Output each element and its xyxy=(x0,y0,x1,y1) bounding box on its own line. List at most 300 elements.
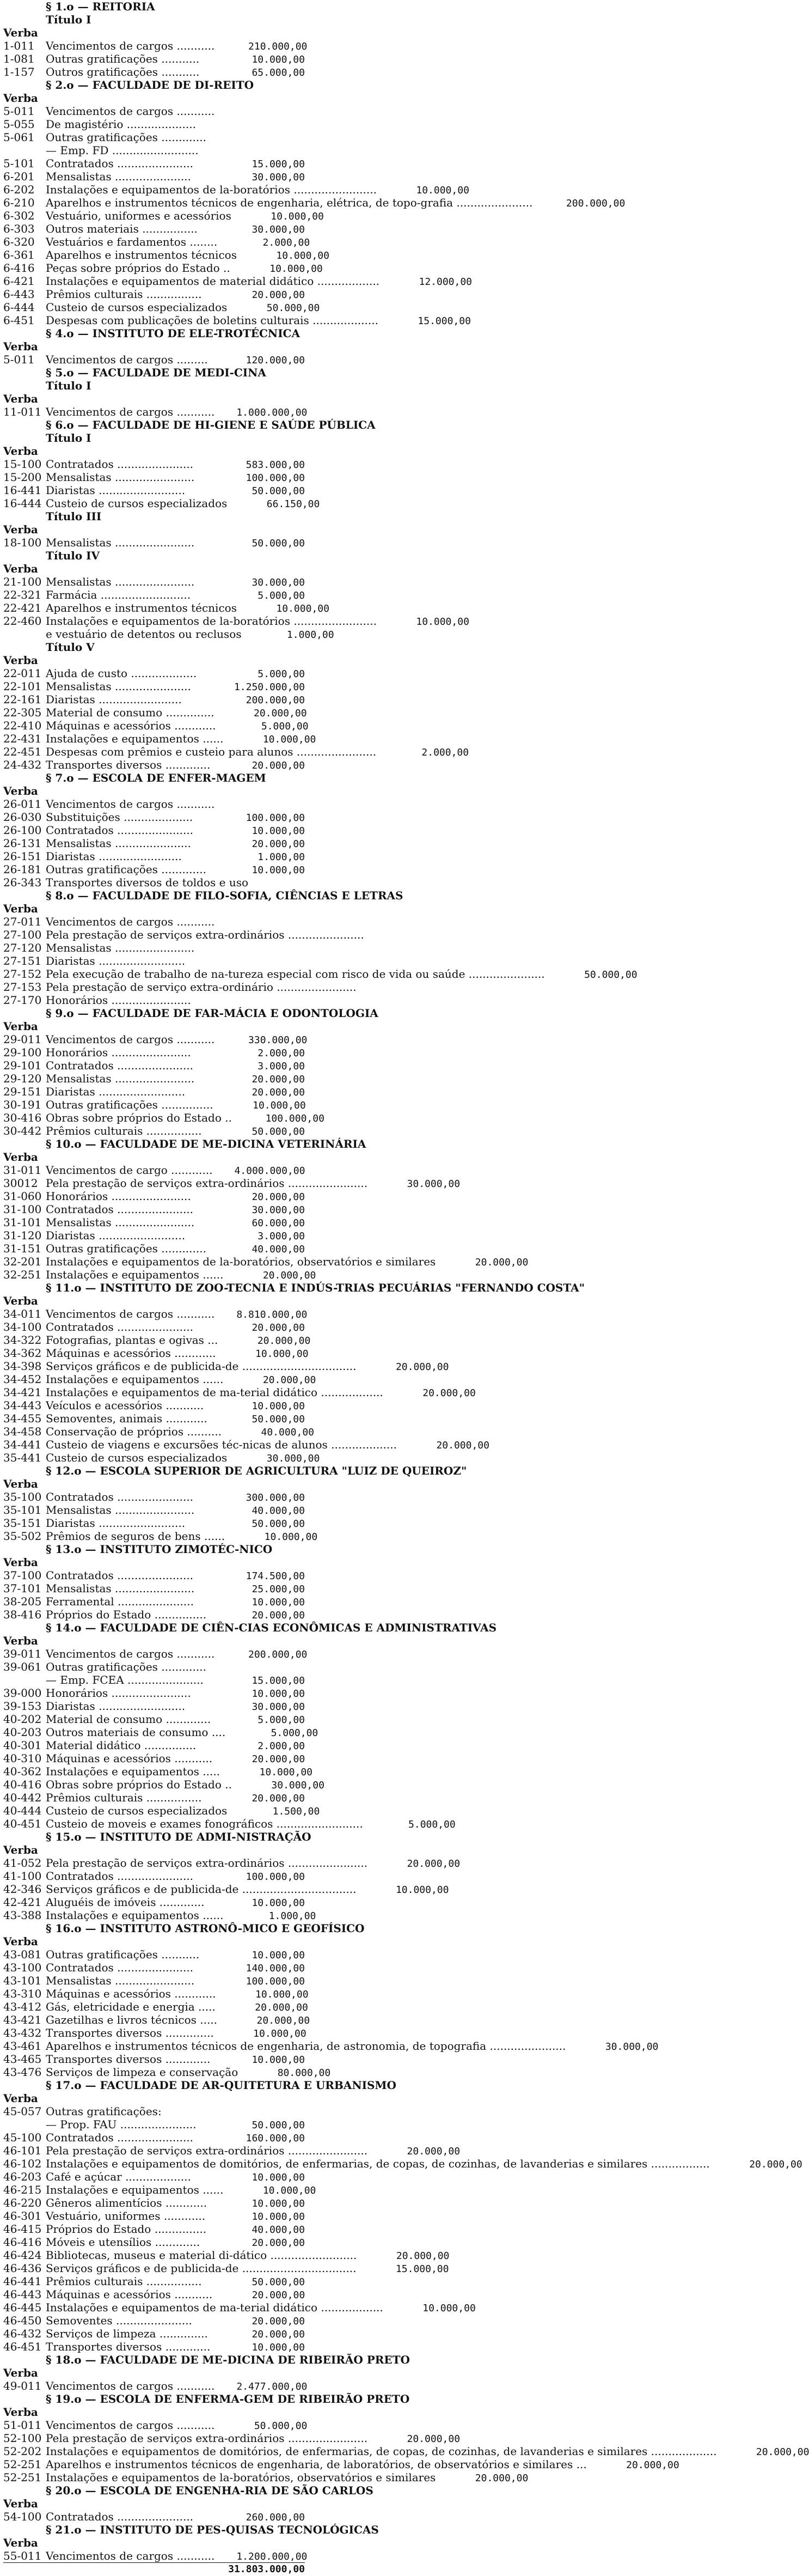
line-code: 22-451 xyxy=(3,745,42,758)
line-description: § 6.o — FACULDADE DE HI-GIENE E SAÚDE PÚBLICA xyxy=(46,418,376,431)
line-description: Máquinas e acessórios ............ xyxy=(46,1347,216,1360)
line-description: Contratados ...................... xyxy=(46,458,194,471)
line-code: 45-100 xyxy=(3,2131,42,2144)
budget-line xyxy=(3,1098,305,1111)
line-description: Semoventes, animais ............ xyxy=(46,1412,207,1425)
budget-line xyxy=(3,353,305,366)
budget-line xyxy=(3,1177,461,1190)
line-amount: 2.000,00 xyxy=(262,237,310,248)
line-amount: 100.000,00 xyxy=(246,472,305,484)
line-code: 46-424 xyxy=(3,2249,42,2262)
line-code: Verba xyxy=(3,340,38,353)
line-description: § 7.o — ESCOLA DE ENFER-MAGEM xyxy=(46,771,266,784)
line-amount: 20.000,00 xyxy=(626,2459,679,2471)
line-code: 42-421 xyxy=(3,1896,42,1909)
line-description: Aparelhos e instrumentos técnicos de engenharia, elétrica, de topo-grafia ...................... xyxy=(46,196,533,209)
line-description: Gazetilhas e livros técnicos ..... xyxy=(46,2013,218,2026)
line-amount: 20.000,00 xyxy=(436,1440,489,1451)
line-description: Obras sobre próprios do Estado .. xyxy=(46,1111,232,1124)
line-code: 15-100 xyxy=(3,458,42,471)
line-amount: 1.000,00 xyxy=(286,629,334,641)
line-amount: 15.000,00 xyxy=(418,315,471,327)
budget-line xyxy=(3,2000,308,2013)
line-description: § 8.o — FACULDADE DE FILO-SOFIA, CIÊNCIAS E LETRAS xyxy=(46,889,403,902)
line-amount: 10.000,00 xyxy=(252,1597,305,1608)
line-description: Máquinas e acessórios ............ xyxy=(46,1987,216,2000)
line-description: § 16.o — INSTITUTO ASTRONÔ-MICO E GEOFÍSICO xyxy=(46,1922,365,1935)
budget-line xyxy=(3,876,305,889)
line-code: 16-441 xyxy=(3,484,42,497)
line-code: 26-011 xyxy=(3,797,42,811)
line-description: Diaristas ......................... xyxy=(46,1229,186,1242)
line-code: 34-011 xyxy=(3,1307,42,1320)
line-description: Vencimentos de cargo ............ xyxy=(46,1164,213,1177)
budget-line xyxy=(3,2105,305,2118)
line-description: Aparelhos e instrumentos técnicos de engenharia, de astronomia, de topografia ...................... xyxy=(46,2039,566,2053)
line-description: Diaristas ......................... xyxy=(46,1085,186,1098)
line-amount: 200.000,00 xyxy=(246,695,305,706)
line-code: 5-101 xyxy=(3,157,35,170)
line-amount: 20.000,00 xyxy=(252,2316,305,2327)
line-amount: 20.000,00 xyxy=(475,1257,529,1268)
budget-line xyxy=(3,628,334,641)
line-amount: 10.000,00 xyxy=(252,1400,305,1412)
budget-line xyxy=(3,2432,461,2445)
line-code: 39-153 xyxy=(3,1700,42,1713)
budget-line xyxy=(3,2144,461,2157)
line-description: Custeio de cursos especializados xyxy=(46,301,228,314)
line-description: Diaristas ........................ xyxy=(46,693,182,706)
line-amount: 10.000,00 xyxy=(255,1348,309,1360)
line-code: Verba xyxy=(3,444,38,458)
budget-line xyxy=(3,1974,305,1987)
line-description: Vencimentos de cargos ........... xyxy=(46,39,215,52)
line-amount: 2.000,00 xyxy=(258,1048,305,1059)
line-amount: 10.000,00 xyxy=(262,734,316,745)
budget-line xyxy=(3,1961,305,1974)
budget-line xyxy=(3,1059,305,1072)
line-code: 6-201 xyxy=(3,170,35,183)
budget-line xyxy=(3,2131,305,2144)
line-code: Verba xyxy=(3,562,38,575)
line-code: 43-432 xyxy=(3,2026,42,2039)
budget-line xyxy=(3,1360,449,1373)
budget-line xyxy=(3,1190,305,1203)
line-description: Serviços de limpeza .............. xyxy=(46,2327,208,2340)
budget-line xyxy=(3,1817,456,1830)
line-code: 6-320 xyxy=(3,235,35,248)
line-description: Mensalistas ....................... xyxy=(46,941,195,954)
budget-line xyxy=(3,1765,313,1778)
line-description: Aparelhos e instrumentos técnicos de engenharia, de laboratórios, de observatórios e similares ... xyxy=(46,2458,587,2471)
line-amount: 30.000,00 xyxy=(605,2041,659,2053)
line-description: Pela prestação de serviço extra-ordinário ....................... xyxy=(46,981,357,994)
line-code: 46-451 xyxy=(3,2340,42,2353)
line-amount: 1.250.000,00 xyxy=(234,681,305,693)
budget-line xyxy=(3,2183,316,2196)
budget-line xyxy=(3,2209,305,2222)
section-heading xyxy=(3,549,305,562)
line-amount: 2.000,00 xyxy=(421,747,469,758)
line-code: Verba xyxy=(3,2406,38,2419)
line-description: Pela prestação de serviços extra-ordinários ....................... xyxy=(46,1177,368,1190)
verba-label xyxy=(3,2497,305,2510)
line-code: 26-151 xyxy=(3,850,42,863)
line-description: § 13.o — INSTITUTO ZIMOTÉC-NICO xyxy=(46,1543,273,1556)
line-code: 43-421 xyxy=(3,2013,42,2026)
verba-label xyxy=(3,1150,305,1164)
budget-line xyxy=(3,745,469,758)
line-code: Verba xyxy=(3,1634,38,1647)
line-amount: 1.200.000,00 xyxy=(236,2551,308,2562)
line-description: § 18.o — FACULDADE DE ME-DICINA DE RIBEIRÃO PRETO xyxy=(46,2353,410,2366)
line-description: Contratados ...................... xyxy=(46,157,194,170)
line-amount: 1.000.000,00 xyxy=(236,407,308,418)
line-amount: 20.000,00 xyxy=(252,1793,305,1804)
line-amount: 10.000,00 xyxy=(252,54,305,65)
line-description: Contratados ...................... xyxy=(46,1569,194,1582)
line-amount: 40.000,00 xyxy=(252,1244,305,1255)
line-description: § 17.o — FACULDADE DE AR-QUITETURA E URBANISMO xyxy=(46,2079,396,2092)
line-amount: 20.000,00 xyxy=(395,1361,449,1373)
line-description: § 19.o — ESCOLA DE ENFERMA-GEM DE RIBEIRÃO PRETO xyxy=(46,2392,410,2406)
line-description: Próprios do Estado ............... xyxy=(46,2222,207,2236)
line-description: Honorários ....................... xyxy=(46,1046,191,1059)
line-code: Verba xyxy=(3,1843,38,1856)
line-description: § 15.o — INSTITUTO DE ADMI-NISTRAÇÃO xyxy=(46,1830,311,1843)
line-code: 1-157 xyxy=(3,65,35,78)
line-description: De magistério .................... xyxy=(46,118,196,131)
line-amount: 30.000,00 xyxy=(252,224,305,235)
budget-line xyxy=(3,2026,305,2039)
line-description: Mensalistas ....................... xyxy=(46,1503,195,1517)
line-description: Instalações e equipamentos de ma-terial didático .................. xyxy=(46,1386,383,1399)
verba-label xyxy=(3,902,305,915)
line-description: Prêmios culturais ................ xyxy=(46,288,202,301)
line-amount: 20.000,00 xyxy=(422,1387,476,1399)
line-amount: 10.000,00 xyxy=(252,1688,305,1700)
section-heading xyxy=(3,771,305,784)
line-description: Máquinas e acessórios ........... xyxy=(46,2288,213,2301)
line-amount: 40.000,00 xyxy=(252,2224,305,2236)
line-code: 40-310 xyxy=(3,1752,42,1765)
grand-total-row xyxy=(3,2562,305,2576)
line-code: 30-442 xyxy=(3,1124,42,1137)
line-description: Pela execução de trabalho de na-tureza especial com risco de vida ou saúde ...................... xyxy=(46,967,545,981)
line-code: 1-011 xyxy=(3,39,35,52)
line-description: § 14.o — FACULDADE DE CIÊN-CIAS ECONÔMICAS E ADMINISTRATIVAS xyxy=(46,1621,497,1634)
budget-line xyxy=(3,2157,802,2170)
line-description: Material de consumo .............. xyxy=(46,706,214,719)
line-code: 40-444 xyxy=(3,1804,42,1817)
verba-label xyxy=(3,1294,305,1307)
line-description: Contratados ...................... xyxy=(46,1059,194,1072)
budget-line xyxy=(3,1883,449,1896)
line-amount: 20.000,00 xyxy=(749,2159,802,2170)
line-description: § 2.o — FACULDADE DE DI-REITO xyxy=(46,78,254,92)
line-amount: 10.000,00 xyxy=(253,1100,306,1111)
verba-label xyxy=(3,2406,305,2419)
budget-line xyxy=(3,2066,331,2079)
verba-label xyxy=(3,1843,305,1856)
line-description: Título IV xyxy=(46,549,100,562)
line-description: Contratados ...................... xyxy=(46,824,194,837)
line-description: Título III xyxy=(46,510,102,523)
line-amount: 100.000,00 xyxy=(246,812,305,824)
budget-line xyxy=(3,1242,305,1255)
budget-line xyxy=(3,2379,308,2392)
line-code: 30-416 xyxy=(3,1111,42,1124)
line-description: Outras gratificações: xyxy=(46,2105,162,2118)
line-code: 39-061 xyxy=(3,1660,42,1673)
budget-line xyxy=(3,797,305,811)
budget-line xyxy=(3,39,308,52)
line-code: 32-251 xyxy=(3,1268,42,1281)
line-amount: 50.000,00 xyxy=(584,969,638,981)
budget-line xyxy=(3,1412,305,1425)
line-code: 46-215 xyxy=(3,2183,42,2196)
line-amount: 10.000,00 xyxy=(276,250,329,261)
line-code: 29-100 xyxy=(3,1046,42,1059)
line-code: 40-442 xyxy=(3,1791,42,1804)
line-description: Máquinas e acessórios ........... xyxy=(46,1752,213,1765)
line-code: 35-100 xyxy=(3,1490,42,1503)
section-heading xyxy=(3,327,305,340)
budget-line xyxy=(3,1320,305,1333)
budget-line xyxy=(3,614,469,628)
line-code: 18-100 xyxy=(3,536,42,549)
line-code: 27-100 xyxy=(3,928,42,941)
line-code: 29-101 xyxy=(3,1059,42,1072)
line-description: § 21.o — INSTITUTO DE PES-QUISAS TECNOLÓGICAS xyxy=(46,2523,379,2536)
budget-line xyxy=(3,52,305,65)
budget-line xyxy=(3,2196,305,2209)
line-amount: 1.500,00 xyxy=(272,1806,320,1817)
line-code: 29-120 xyxy=(3,1072,42,1085)
budget-line xyxy=(3,928,364,941)
line-amount: 200.000,00 xyxy=(566,198,626,209)
line-code: 24-432 xyxy=(3,758,42,771)
line-description: Mensalistas ...................... xyxy=(46,837,191,850)
line-amount: 20.000,00 xyxy=(252,1610,305,1621)
line-code: 27-170 xyxy=(3,994,42,1007)
line-code: 52-251 xyxy=(3,2458,42,2471)
line-description: Diaristas ......................... xyxy=(46,1700,186,1713)
line-amount: 50.000,00 xyxy=(252,1126,305,1137)
line-description: Serviços gráficos e de publicida-de ................................. xyxy=(46,1360,357,1373)
budget-line xyxy=(3,1713,305,1726)
verba-label xyxy=(3,654,305,667)
line-code: Verba xyxy=(3,1294,38,1307)
budget-line xyxy=(3,850,305,863)
line-description: Prêmios culturais ................ xyxy=(46,2275,202,2288)
budget-line xyxy=(3,994,305,1007)
line-code: Verba xyxy=(3,654,38,667)
budget-line xyxy=(3,719,309,732)
line-amount: 60.000,00 xyxy=(252,1217,305,1229)
section-heading xyxy=(3,2392,410,2406)
line-code: 6-421 xyxy=(3,275,35,288)
line-amount: 10.000,00 xyxy=(262,2185,316,2196)
line-description: Aparelhos e instrumentos técnicos xyxy=(46,248,237,261)
line-description: Serviços gráficos e de publicida-de ................................. xyxy=(46,2262,357,2275)
line-amount: 583.000,00 xyxy=(246,459,305,471)
budget-line xyxy=(3,458,305,471)
budget-line xyxy=(3,954,305,967)
line-code: 49-011 xyxy=(3,2379,42,2392)
budget-line xyxy=(3,248,329,261)
line-code: 1-081 xyxy=(3,52,35,65)
budget-line xyxy=(3,2262,449,2275)
line-amount: 10.000,00 xyxy=(255,1989,309,2000)
line-description: Vencimentos de cargos ........... xyxy=(46,405,215,418)
line-code: 22-101 xyxy=(3,680,42,693)
budget-line xyxy=(3,105,305,118)
line-code: 46-102 xyxy=(3,2157,42,2170)
budget-line xyxy=(3,2510,305,2523)
line-description: Café e açúcar ................... xyxy=(46,2170,191,2183)
line-description: Instalações e equipamentos ...... xyxy=(46,1373,224,1386)
verba-label xyxy=(3,340,305,353)
budget-line xyxy=(3,824,305,837)
budget-line xyxy=(3,1647,308,1660)
section-heading xyxy=(3,2484,373,2497)
line-description: Material didático ............... xyxy=(46,1739,197,1752)
line-description: Contratados ...................... xyxy=(46,1490,194,1503)
budget-line xyxy=(3,1739,305,1752)
budget-line xyxy=(3,2249,450,2262)
line-amount: 100.000,00 xyxy=(246,1871,305,1883)
line-code: 43-101 xyxy=(3,1974,42,1987)
budget-line xyxy=(3,1896,305,1909)
budget-line xyxy=(3,1948,305,1961)
line-amount: 20.000,00 xyxy=(256,2015,310,2026)
line-amount: 5.000,00 xyxy=(258,668,305,680)
budget-line xyxy=(3,1856,461,1869)
line-description: Transportes diversos ............. xyxy=(46,2340,211,2353)
section-heading xyxy=(3,889,403,902)
budget-line xyxy=(3,1530,318,1543)
line-description: Mensalistas ....................... xyxy=(46,1216,195,1229)
section-heading xyxy=(3,1830,311,1843)
line-description: Título V xyxy=(46,641,95,654)
line-amount: 30.000,00 xyxy=(266,1453,320,1464)
line-description: Máquinas e acessórios ............ xyxy=(46,719,216,732)
line-description: Instalações e equipamentos de la-boratórios ........................ xyxy=(46,614,377,628)
line-description: Instalações e equipamentos de material didático .................. xyxy=(46,275,380,288)
line-description: Ferramental ...................... xyxy=(46,1595,194,1608)
line-description: Honorários ....................... xyxy=(46,994,191,1007)
line-code: 30012 xyxy=(3,1177,38,1190)
budget-line xyxy=(3,1399,305,1412)
line-description: Instalações e equipamentos de la-boratórios, observatórios e similares xyxy=(46,2471,436,2484)
line-description: Semoventes ...................... xyxy=(46,2314,192,2327)
line-code: 43-388 xyxy=(3,1909,42,1922)
line-description: Honorários ....................... xyxy=(46,1190,191,1203)
line-amount: 20.000,00 xyxy=(252,1191,305,1203)
line-description: Ajuda de custo ................... xyxy=(46,667,197,680)
line-description: Instalações e equipamentos ...... xyxy=(46,1268,224,1281)
budget-line xyxy=(3,2236,305,2249)
line-description: Contratados ...................... xyxy=(46,1203,194,1216)
budget-line xyxy=(3,144,305,157)
line-amount: 66.150,00 xyxy=(266,498,320,510)
line-amount: 10.000,00 xyxy=(416,616,469,628)
line-amount: 20.000,00 xyxy=(262,1374,316,1386)
budget-line xyxy=(3,1124,305,1137)
line-description: Mensalistas ....................... xyxy=(46,1974,195,1987)
line-code: 6-303 xyxy=(3,222,35,235)
line-amount: 5.000,00 xyxy=(271,1727,318,1739)
line-amount: 2.000,00 xyxy=(258,1740,305,1752)
line-code: Verba xyxy=(3,26,38,39)
line-amount: 40.000,00 xyxy=(261,1427,315,1438)
line-description: § 20.o — ESCOLA DE ENGENHA-RIA DE SÃO CARLOS xyxy=(46,2484,373,2497)
budget-line xyxy=(3,1791,305,1804)
line-code: 5-011 xyxy=(3,353,35,366)
line-description: § 1.o — REITORIA xyxy=(46,0,155,13)
line-code: 11-011 xyxy=(3,405,42,418)
line-code: 26-181 xyxy=(3,863,42,876)
budget-line xyxy=(3,1582,305,1595)
line-amount: 5.000,00 xyxy=(261,721,309,732)
line-code: Verba xyxy=(3,2092,38,2105)
budget-line xyxy=(3,497,320,510)
budget-line xyxy=(3,2549,308,2562)
line-description: Custeio de viagens e excursões téc-nicas de alunos ................... xyxy=(46,1438,397,1451)
line-amount: 20.000,00 xyxy=(252,1322,305,1333)
line-amount: 330.000,00 xyxy=(248,1034,308,1046)
line-description: Fotografias, plantas e ogivas ... xyxy=(46,1333,218,1347)
line-description: Vestuário, uniformes ............ xyxy=(46,2209,206,2222)
line-code: 46-415 xyxy=(3,2222,42,2236)
line-description: Prêmios de seguros de bens ...... xyxy=(46,1530,225,1543)
section-heading xyxy=(3,1137,366,1150)
line-code: 34-398 xyxy=(3,1360,42,1373)
budget-line xyxy=(3,1164,305,1177)
line-amount: 160.000,00 xyxy=(246,2133,305,2144)
line-code: 37-100 xyxy=(3,1569,42,1582)
budget-line xyxy=(3,588,305,601)
line-code: 43-081 xyxy=(3,1948,42,1961)
budget-line xyxy=(3,1046,305,1059)
line-amount: 20.000,00 xyxy=(252,2329,305,2340)
line-description: Transportes diversos ............. xyxy=(46,2053,211,2066)
budget-line xyxy=(3,1451,320,1464)
budget-line xyxy=(3,1085,305,1098)
budget-line xyxy=(3,1726,318,1739)
line-code: 41-100 xyxy=(3,1869,42,1883)
line-description: Diaristas ........................ xyxy=(46,850,182,863)
line-amount: 12.000,00 xyxy=(419,276,473,288)
line-description: § 12.o — ESCOLA SUPERIOR DE AGRICULTURA "LUIZ DE QUEIROZ" xyxy=(46,1464,467,1477)
budget-line xyxy=(3,1660,305,1673)
line-amount: 40.000,00 xyxy=(252,1505,305,1517)
line-amount: 65.000,00 xyxy=(252,67,305,78)
line-description: Vencimentos de cargos ........... xyxy=(46,797,215,811)
budget-line xyxy=(3,157,305,170)
line-code: 43-412 xyxy=(3,2000,42,2013)
line-amount: 3.000,00 xyxy=(258,1061,305,1072)
verba-label xyxy=(3,1020,305,1033)
section-heading xyxy=(3,418,376,431)
line-code: 22-011 xyxy=(3,667,42,680)
line-code: 30-191 xyxy=(3,1098,42,1111)
line-description: Veículos e acessórios ........... xyxy=(46,1399,204,1412)
line-code: 52-100 xyxy=(3,2432,42,2445)
line-amount: 100.000,00 xyxy=(246,1976,305,1987)
line-amount: 20.000,00 xyxy=(407,1858,461,1869)
